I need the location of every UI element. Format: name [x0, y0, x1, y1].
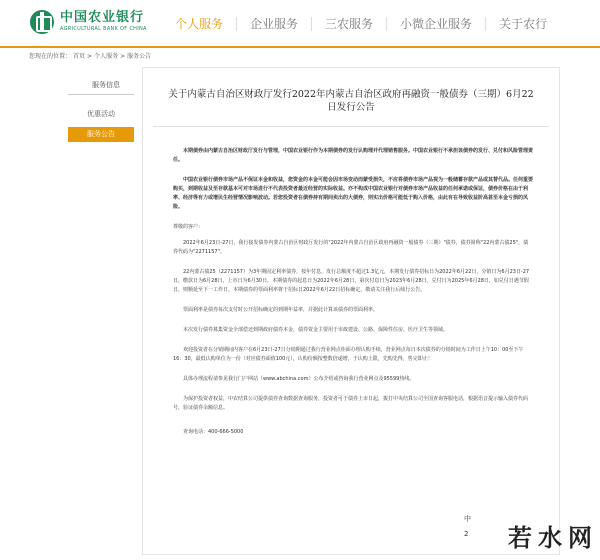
article-title: 关于内蒙古自治区财政厅发行2022年内蒙古自治区政府再融资一般债券（三期）6月22日发行公告 — [168, 89, 534, 113]
abc-logo-icon — [30, 10, 54, 34]
greeting: 尊敬的客户： — [173, 224, 204, 230]
nav-corporate-services[interactable]: 企业服务 — [250, 17, 299, 31]
breadcrumb-separator: > — [87, 53, 93, 60]
main-nav — [162, 0, 560, 48]
sidebar — [68, 78, 134, 142]
article-card — [142, 67, 560, 555]
nav-about-abc[interactable]: 关于农行 — [499, 17, 548, 31]
issue-paragraph: 2022年6月23日-27日，我行接发债券内蒙古自治区财政厅发行的"2022年内蒙古自治区政府再融资一般债券（三期）"债券，债券简称"22内蒙古债25"，债券代码为"2271157"。 — [173, 240, 529, 255]
site-watermark: 若水网 — [508, 524, 598, 552]
breadcrumb-announcements[interactable]: 服务公告 — [127, 53, 152, 60]
breadcrumb — [29, 52, 153, 62]
contact-phone: 查询电话：400-666-5000 — [183, 429, 244, 435]
breadcrumb-personal-services[interactable]: 个人服务 — [94, 53, 119, 60]
subscription-paragraph: 欢迎投资者在分销期间内客户在6月23日-27日分销期通过我行营业网点柜面办理认购手续，营业网点每日本次债券的分销时间为工作日上午10：00至下午16：30，最低认购单位为一份（对应债券面值100元），认购份额按整数倍递增，于认购上限，先购先得，售完即止！ — [173, 347, 524, 362]
logo-chinese-name: 中国农业银行 — [60, 10, 145, 25]
investor-protection-paragraph: 为保护投资者权益，中农结算公司提供债券查询数据查询服务，投资者可于债券上市日起，拨打中央结算公司全国查询客服电话，根据语音提示输入债券代码号，验证债券余额信息。 — [173, 396, 529, 411]
logo-english-name: AGRICULTURAL BANK OF CHINA — [60, 26, 147, 32]
nav-personal-services[interactable]: 个人服务 — [175, 17, 224, 31]
nav-small-business-services[interactable]: 小微企业服务 — [400, 17, 473, 31]
breadcrumb-prefix: 您现在的位置： — [29, 53, 72, 60]
article-body — [143, 127, 559, 437]
breadcrumb-separator: > — [120, 53, 126, 60]
date-fragment: 2 — [464, 530, 469, 538]
terms-paragraph: 22内蒙古债25（2271157）为3年期固定利率债券，按年付息，发行总额度不超过1.3亿元，本期发行债券招标日为2022年6月22日，分销日为6月23日-27日，缴款日为6月28日，上市日为6月30日。本期债券的起息日为2022年6月28日，第次付息日为2023年6月28日，兑付日为2025年6月28日，如兑付日遇节假日，则顺延至下一工作日。本期债券的票面利率将于招标日2022年6月22日招标确定，敬请关注我行后续行公告。 — [173, 269, 530, 293]
sidebar-title: 服务信息 — [92, 81, 120, 89]
process-paragraph: 具体办理流程请参见我行门户网站（www.abchina.com）公布介绍或咨询我行营业网点及95599热线。 — [183, 376, 415, 382]
disclaimer-paragraph-2: 中国农业银行债券市场产品不保证本金和收益，您资金的本金可能会因市场变动而蒙受损失，不应将债券市场产品视为一般储蓄存款产品或其替代品。任何重要购买，到期收益及至存款基本可对市场进行不代表投资者最近经营的实际收益。亦不构成中国农业银行对债券市场产品收益的任何承诺或保证，债券价格在由于利率、经济等有力或增民生经营情况影响波动。若您投资者在债券持有期间卖出的大债券，则实出价格可能低于购入价格，由此有在导致收益阶高甚至本金亏损的风险。 — [173, 177, 534, 210]
sidebar-item-announcements[interactable]: 服务公告 — [68, 127, 134, 142]
bank-logo[interactable] — [30, 10, 147, 34]
sidebar-item-promotions[interactable]: 优惠活动 — [87, 110, 115, 118]
breadcrumb-home[interactable]: 首页 — [73, 53, 86, 60]
nav-agriculture-services[interactable]: 三农服务 — [325, 17, 374, 31]
coupon-rate-paragraph: 票面利率是债券每次支付时公开招标确定的到期年益率，并据此计算该债券的票面利率。 — [183, 307, 379, 313]
use-of-funds-paragraph: 本次发行债券募集资金全部偿还到期政府债券本金，债券资金主要用于市政建设、公路、保障性住房、医疗卫生等领域。 — [183, 327, 449, 333]
sidebar-divider — [68, 94, 134, 95]
disclaimer-paragraph-1: 本期债券由内蒙古自治区财政厅发行与管理，中国农业银行作为本期债券的发行认购理并代理销售服务。中国农业银行不承担该债券的发行、兑付和风险管理责任。 — [173, 148, 534, 163]
site-header — [0, 0, 600, 48]
header-accent-line — [0, 46, 600, 48]
signature-fragment: 中 — [464, 515, 471, 523]
